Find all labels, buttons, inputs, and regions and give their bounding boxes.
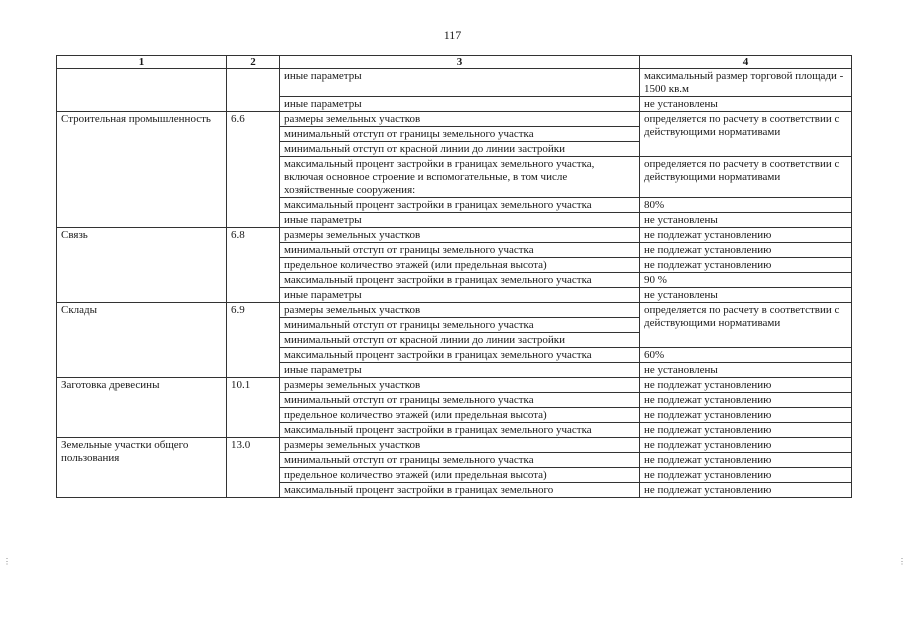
parameter-name: размеры земельных участков xyxy=(280,112,640,127)
parameter-value: не установлены xyxy=(640,363,852,378)
parameter-value: определяется по расчету в соответствии с действующими нормативами xyxy=(640,112,852,157)
parameter-name: максимальный процент застройки в границах земельного участка xyxy=(280,423,640,438)
table-row xyxy=(57,112,852,127)
land-use-name: Связь xyxy=(57,228,227,303)
parameter-value: максимальный размер торговой площади - 1500 кв.м xyxy=(640,69,852,97)
parameter-name: минимальный отступ от красной линии до линии застройки xyxy=(280,142,640,157)
parameter-name: иные параметры xyxy=(280,97,640,112)
parameter-value: не установлены xyxy=(640,97,852,112)
land-use-code: 6.8 xyxy=(227,228,280,303)
parameter-value: не подлежат установлению xyxy=(640,453,852,468)
land-use-code: 10.1 xyxy=(227,378,280,438)
table-row xyxy=(57,378,852,393)
parameter-name: размеры земельных участков xyxy=(280,228,640,243)
parameter-name: максимальный процент застройки в границах земельного участка, включая основное строение и вспомогательные, в том числе хозяйственные сооружения: xyxy=(280,157,640,198)
parameter-value: не подлежат установлению xyxy=(640,228,852,243)
parameter-value: не подлежат установлению xyxy=(640,243,852,258)
parameter-value: не подлежат установлению xyxy=(640,468,852,483)
parameter-value: не установлены xyxy=(640,213,852,228)
parameter-name: предельное количество этажей (или предельная высота) xyxy=(280,258,640,273)
table-row xyxy=(57,228,852,243)
parameter-value: не подлежат установлению xyxy=(640,483,852,498)
parameter-name: максимальный процент застройки в границах земельного участка xyxy=(280,198,640,213)
parameter-value: 60% xyxy=(640,348,852,363)
parameter-name: размеры земельных участков xyxy=(280,303,640,318)
land-use-code: 6.6 xyxy=(227,112,280,228)
parameter-value: не подлежат установлению xyxy=(640,408,852,423)
parameter-name: максимальный процент застройки в границах земельного xyxy=(280,483,640,498)
table-row xyxy=(57,438,852,453)
parameter-name: иные параметры xyxy=(280,288,640,303)
parameter-name: минимальный отступ от границы земельного участка xyxy=(280,318,640,333)
table-body xyxy=(57,69,852,498)
land-use-code xyxy=(227,69,280,112)
parameter-name: иные параметры xyxy=(280,213,640,228)
land-use-code: 6.9 xyxy=(227,303,280,378)
parameters-table xyxy=(56,55,852,498)
parameter-value: не установлены xyxy=(640,288,852,303)
parameter-name: предельное количество этажей (или предельная высота) xyxy=(280,468,640,483)
table-row xyxy=(57,303,852,318)
parameter-name: максимальный процент застройки в границах земельного участка xyxy=(280,273,640,288)
land-use-code: 13.0 xyxy=(227,438,280,498)
scan-edge-mark-right: ⋮ xyxy=(898,557,906,566)
parameter-value: не подлежат установлению xyxy=(640,438,852,453)
parameter-name: иные параметры xyxy=(280,69,640,97)
land-use-name: Заготовка древесины xyxy=(57,378,227,438)
parameter-name: предельное количество этажей (или предельная высота) xyxy=(280,408,640,423)
scan-edge-mark-left: ⋮ xyxy=(3,557,11,566)
parameter-name: размеры земельных участков xyxy=(280,378,640,393)
parameter-name: минимальный отступ от границы земельного участка xyxy=(280,453,640,468)
parameter-value: определяется по расчету в соответствии с действующими нормативами xyxy=(640,303,852,348)
table-row xyxy=(57,69,852,97)
parameter-value: не подлежат установлению xyxy=(640,258,852,273)
parameter-value: 80% xyxy=(640,198,852,213)
land-use-name: Земельные участки общего пользования xyxy=(57,438,227,498)
header-col-3: 3 xyxy=(280,56,640,69)
parameter-name: минимальный отступ от границы земельного участка xyxy=(280,127,640,142)
parameter-name: размеры земельных участков xyxy=(280,438,640,453)
parameter-name: минимальный отступ от границы земельного участка xyxy=(280,393,640,408)
land-use-name: Склады xyxy=(57,303,227,378)
parameter-name: максимальный процент застройки в границах земельного участка xyxy=(280,348,640,363)
parameter-value: не подлежат установлению xyxy=(640,393,852,408)
header-col-1: 1 xyxy=(57,56,227,69)
parameter-value: не подлежат установлению xyxy=(640,378,852,393)
parameter-value: определяется по расчету в соответствии с действующими нормативами xyxy=(640,157,852,198)
header-col-2: 2 xyxy=(227,56,280,69)
land-use-name: Строительная промышленность xyxy=(57,112,227,228)
parameter-value: не подлежат установлению xyxy=(640,423,852,438)
parameter-name: минимальный отступ от красной линии до линии застройки xyxy=(280,333,640,348)
table-header-row xyxy=(57,56,852,69)
parameter-value: 90 % xyxy=(640,273,852,288)
header-col-4: 4 xyxy=(640,56,852,69)
parameter-name: иные параметры xyxy=(280,363,640,378)
page-number: 117 xyxy=(443,28,462,42)
parameter-name: минимальный отступ от границы земельного участка xyxy=(280,243,640,258)
land-use-name xyxy=(57,69,227,112)
